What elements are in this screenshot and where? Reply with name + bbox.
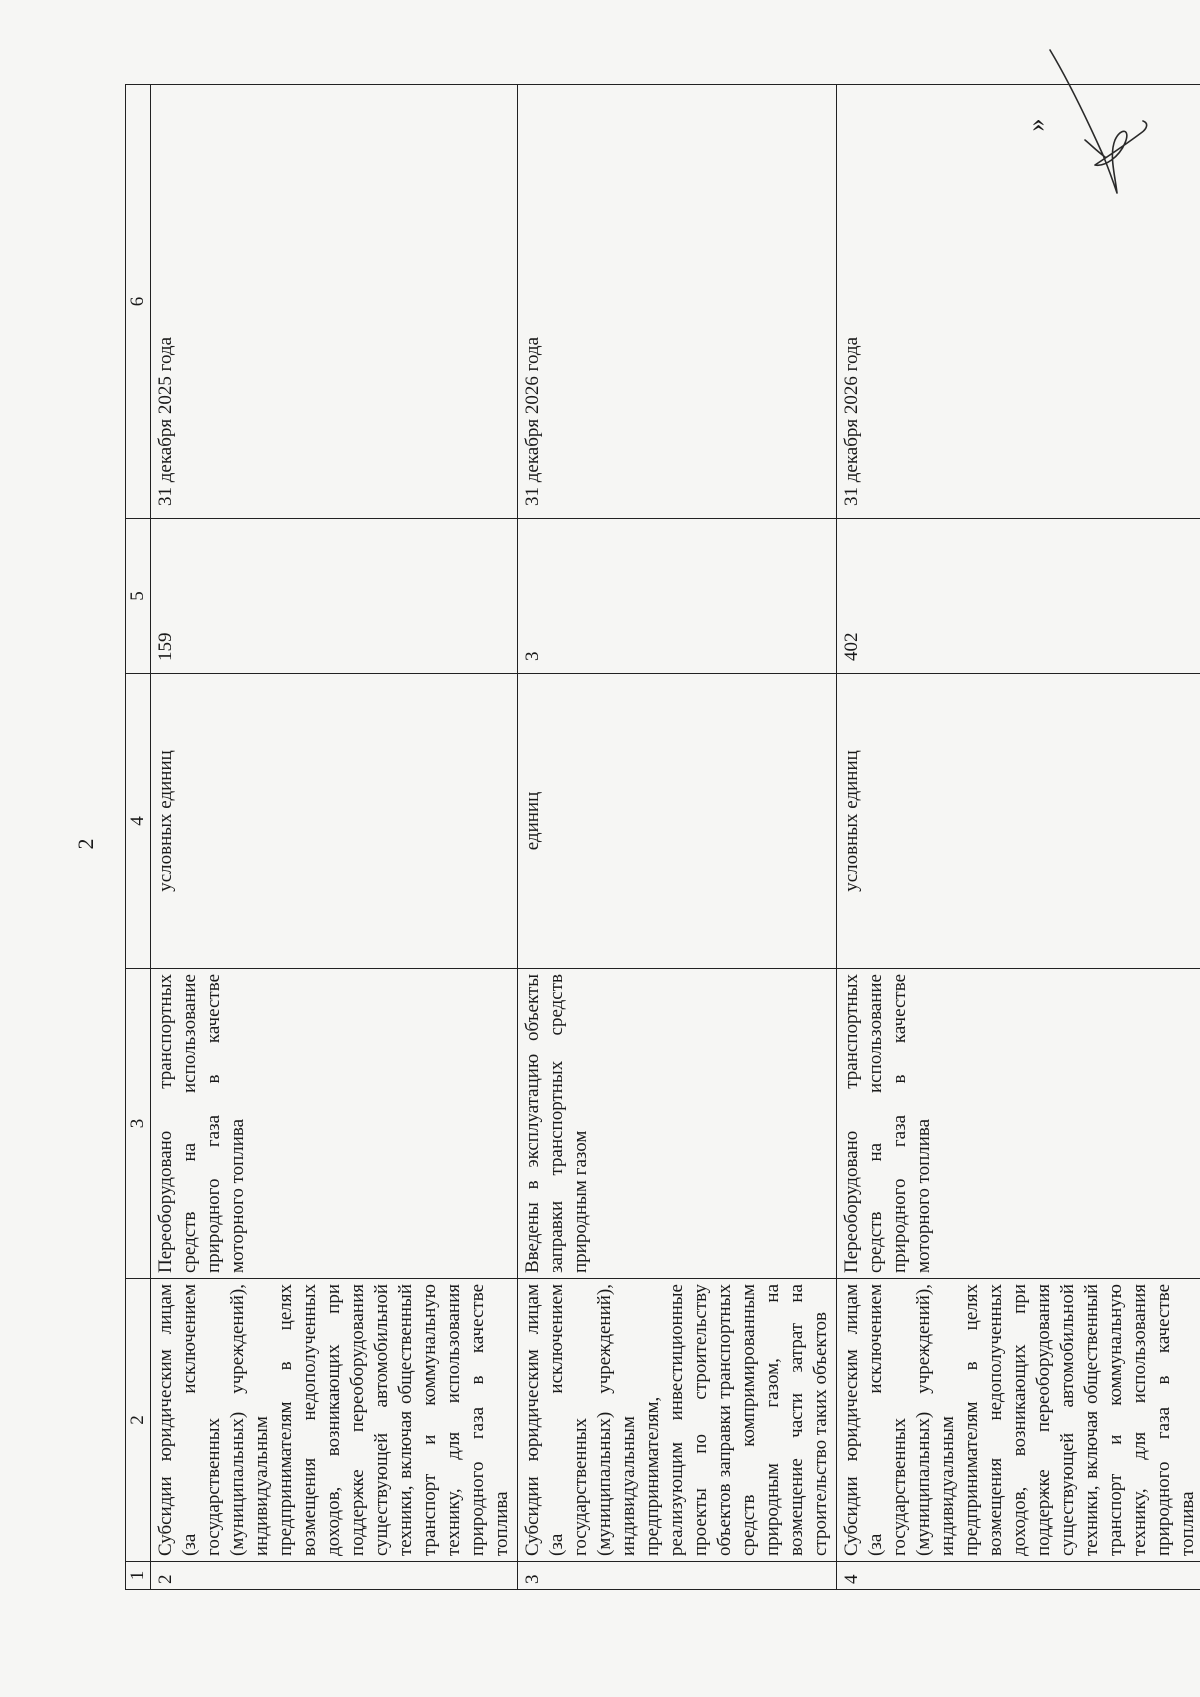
header-cell: 6 xyxy=(126,85,151,519)
row-result: Переоборудовано транспортных средств на использование природного газа в качестве моторного топлива xyxy=(151,969,518,1279)
table-row xyxy=(518,85,837,1590)
row-number: 2 xyxy=(151,1562,518,1590)
table-row xyxy=(151,85,518,1590)
row-result: Введены в эксплуатацию объекты заправки транспортных средств природным газом xyxy=(518,969,837,1279)
handwritten-signature-icon xyxy=(1045,45,1155,215)
row-value: 3 xyxy=(518,519,837,674)
row-description: Субсидии юридическим лицам (за исключением государственных (муниципальных) учреждений), индивидуальным предпринимателям, реализующим инвестиционные проекты по строительству объектов заправки транспортных средств компримированным природным газом, на возмещение части затрат на строительство таких объектов xyxy=(518,1279,837,1562)
row-result: Переоборудовано транспортных средств на использование природного газа в качестве моторного топлива xyxy=(837,969,1200,1279)
header-cell: 1 xyxy=(126,1562,151,1590)
row-deadline: 31 декабря 2026 года xyxy=(837,85,1200,519)
row-description: Субсидии юридическим лицам (за исключением государственных (муниципальных) учреждений), индивидуальным предпринимателям в целях возмещения недополученных доходов, возникающих при поддержке переоборудования существующей автомобильной техники, включая общественный транспорт и коммунальную технику, для использования природного газа в качестве топлива xyxy=(837,1279,1200,1562)
row-unit: условных единиц xyxy=(151,674,518,969)
row-number: 3 xyxy=(518,1562,837,1590)
row-deadline: 31 декабря 2026 года xyxy=(518,85,837,519)
header-cell: 2 xyxy=(126,1279,151,1562)
row-deadline: 31 декабря 2025 года xyxy=(151,85,518,519)
row-description: Субсидии юридическим лицам (за исключением государственных (муниципальных) учреждений), индивидуальным предпринимателям в целях возмещения недополученных доходов, возникающих при поддержке переоборудования существующей автомобильной техники, включая общественный транспорт и коммунальную технику, для использования природного газа в качестве топлива xyxy=(151,1279,518,1562)
row-value: 402 xyxy=(837,519,1200,674)
row-unit: условных единиц xyxy=(837,674,1200,969)
page-number: 2 xyxy=(73,838,98,850)
header-cell: 4 xyxy=(126,674,151,969)
rotated-table-wrapper xyxy=(125,85,1198,1590)
closing-quote-mark: » xyxy=(1021,118,1051,132)
row-number: 4 xyxy=(837,1562,1200,1590)
row-value: 159 xyxy=(151,519,518,674)
table-row xyxy=(837,85,1200,1590)
header-cell: 5 xyxy=(126,519,151,674)
document-table xyxy=(125,84,1200,1590)
header-cell: 3 xyxy=(126,969,151,1279)
row-unit: единиц xyxy=(518,674,837,969)
table-header-row xyxy=(126,85,151,1590)
